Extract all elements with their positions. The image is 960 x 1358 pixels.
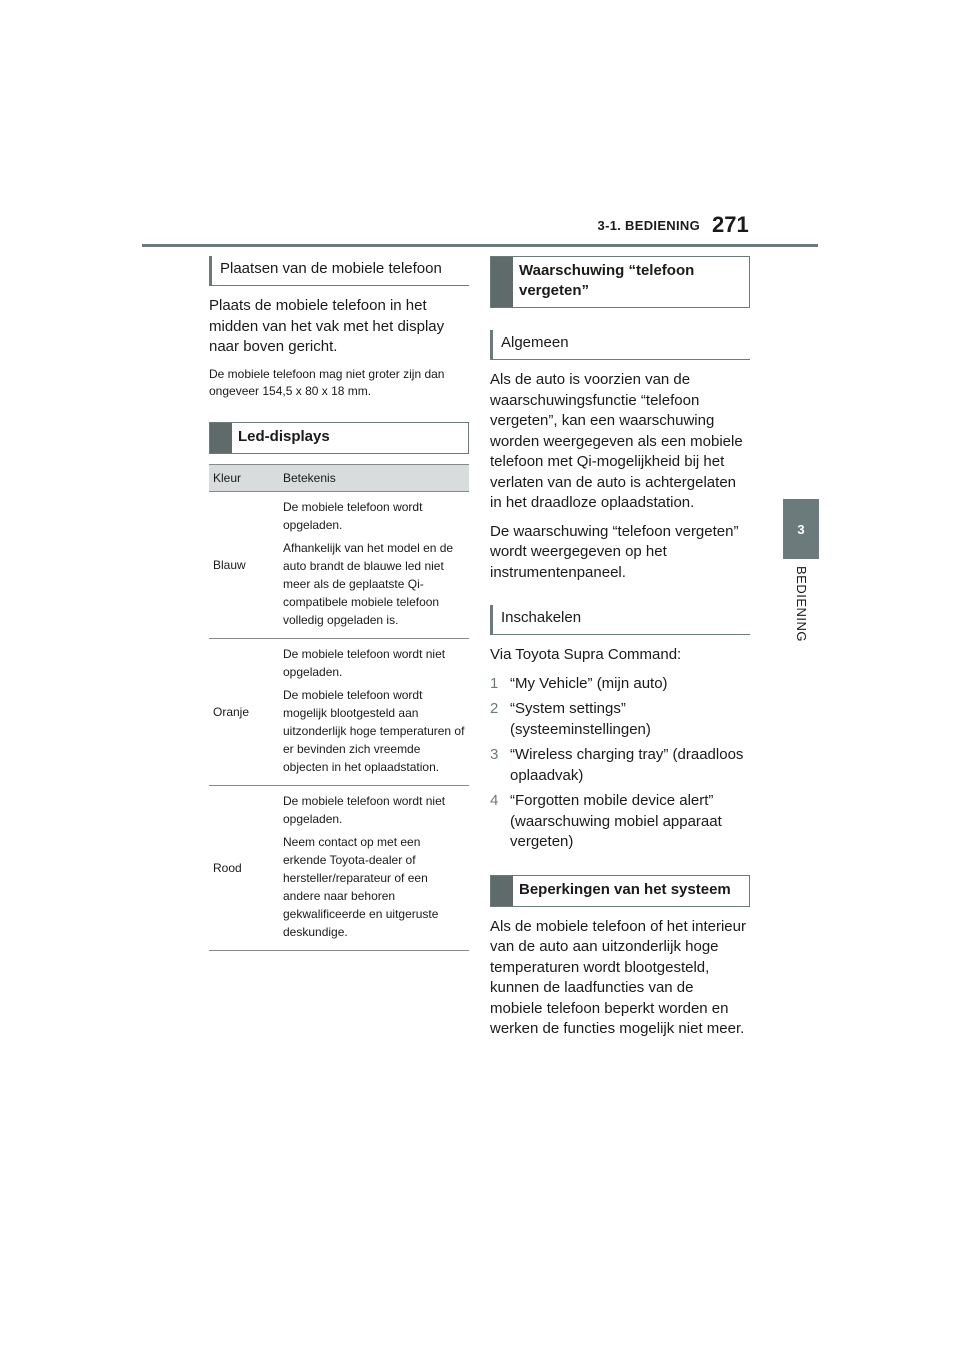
led-heading-box: [209, 422, 469, 454]
table-header-row: [209, 464, 469, 491]
page-number: 271: [712, 212, 749, 237]
warning-heading-box: [490, 256, 750, 308]
heading-bar: [491, 876, 513, 906]
list-item: [490, 791, 750, 853]
list-item: [490, 745, 750, 786]
led-meaning: [279, 491, 469, 638]
column-header-color: Kleur: [209, 464, 279, 491]
meaning-line: Neem contact op met een erkende Toyota-dealer of hersteller/reparateur of een andere naar behoren gekwalificeerde en uitgeruste deskundige.: [283, 834, 439, 939]
steps-list: [490, 674, 750, 853]
step-text: “Wireless charging tray” (draadloos oplaadvak): [510, 746, 744, 784]
heading-bar: [210, 423, 232, 453]
left-column: [209, 256, 469, 951]
step-text: “System settings” (systeeminstellingen): [510, 700, 651, 738]
table-row: [209, 638, 469, 785]
header-rule: [142, 244, 818, 247]
placing-heading: Plaatsen van de mobiele telefoon: [209, 256, 469, 286]
step-number: 2: [490, 700, 499, 717]
led-color: Blauw: [209, 491, 279, 638]
placing-note: De mobiele telefoon mag niet groter zijn dan ongeveer 154,5 x 80 x 18 mm.: [209, 366, 445, 398]
limits-heading-box: [490, 875, 750, 907]
led-heading: Led-displays: [238, 427, 330, 445]
table-row: [209, 491, 469, 638]
enable-heading: Inschakelen: [490, 605, 750, 635]
meaning-line: De mobiele telefoon wordt niet opgeladen.: [283, 793, 446, 826]
right-column: [490, 256, 750, 1048]
step-number: 3: [490, 746, 499, 763]
chapter-label: BEDIENING: [794, 566, 809, 643]
limits-heading: Beperkingen van het systeem: [519, 880, 731, 898]
general-heading: Algemeen: [490, 330, 750, 360]
table-row: [209, 785, 469, 950]
warning-heading: Waarschuwing “telefoon vergeten”: [519, 262, 695, 299]
meaning-line: Afhankelijk van het model en de auto brandt de blauwe led niet meer als de geplaatste Qi-compatibele mobiele telefoon volledig opgeladen is.: [283, 540, 454, 627]
step-text: “My Vehicle” (mijn auto): [510, 674, 668, 692]
led-meaning: [279, 638, 469, 785]
general-text-2: De waarschuwing “telefoon vergeten” wordt weergegeven op het instrumentenpaneel.: [490, 522, 739, 581]
meaning-line: De mobiele telefoon wordt niet opgeladen.: [283, 646, 446, 679]
step-text: “Forgotten mobile device alert” (waarschuwing mobiel apparaat vergeten): [510, 792, 722, 850]
list-item: [490, 674, 750, 695]
placing-text: Plaats de mobiele telefoon in het midden van het vak met het display naar boven gericht.: [209, 297, 445, 355]
meaning-line: De mobiele telefoon wordt mogelijk blootgesteld aan uitzonderlijk hoge temperaturen of er bevinden zich vreemde objecten in het oplaadstation.: [283, 687, 465, 774]
enable-intro: Via Toyota Supra Command:: [490, 646, 682, 663]
column-header-meaning: Betekenis: [279, 464, 469, 491]
section-title: 3-1. BEDIENING: [597, 218, 700, 233]
step-number: 1: [490, 674, 499, 692]
meaning-line: De mobiele telefoon wordt opgeladen.: [283, 499, 423, 532]
heading-bar: [491, 257, 513, 307]
general-text-1: Als de auto is voorzien van de waarschuwingsfunctie “telefoon vergeten”, kan een waarschuwing worden weergegeven als een mobiele telefoon met Qi-mogelijkheid bij het verlaten van de auto is achtergelaten in het draadloze oplaadstation.: [490, 371, 743, 511]
led-color: Rood: [209, 785, 279, 950]
led-color: Oranje: [209, 638, 279, 785]
chapter-tab: 3: [783, 499, 819, 559]
list-item: [490, 699, 750, 740]
led-meaning: [279, 785, 469, 950]
led-table: [209, 464, 469, 951]
step-number: 4: [490, 792, 499, 809]
limits-text: Als de mobiele telefoon of het interieur van de auto aan uitzonderlijk hoge temperaturen wordt blootgesteld, kunnen de laadfuncties van de mobiele telefoon beperkt worden en werken de functies mogelijk niet meer.: [490, 917, 746, 1037]
